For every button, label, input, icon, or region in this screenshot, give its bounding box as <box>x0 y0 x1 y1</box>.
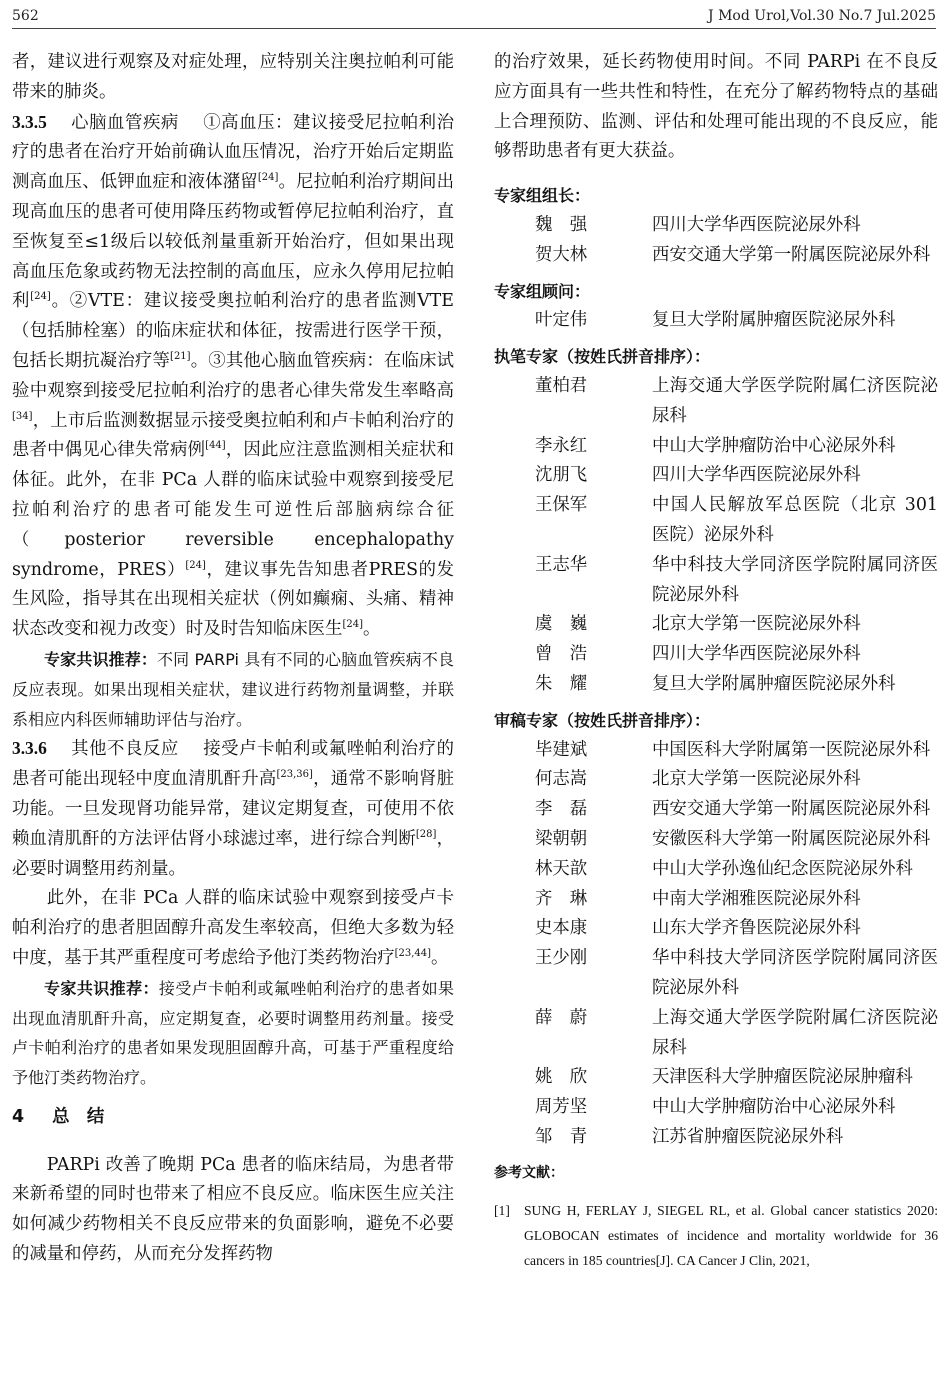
expert-entry <box>494 640 938 670</box>
section-number: 3.3.6 <box>12 738 47 759</box>
continued-paragraph: 者，建议进行观察及对症处理，应特别关注奥拉帕利可能带来的肺炎。 <box>12 52 454 102</box>
expert-name: 史本康 <box>535 918 588 939</box>
expert-name: 虞 巍 <box>535 614 588 635</box>
expert-affiliation: 中南大学湘雅医院泌尿外科 <box>652 888 861 909</box>
expert-name: 董柏君 <box>535 375 588 396</box>
left-column <box>12 48 454 1270</box>
body-text: ，上市后监测数据显示接受奥拉帕利和卢卡帕利治疗的患者中偶见心律失常病例 <box>12 410 454 461</box>
expert-affiliation: 复旦大学附属肿瘤医院泌尿外科 <box>652 673 896 694</box>
expert-affiliation: 北京大学第一医院泌尿外科 <box>652 614 861 635</box>
expert-list <box>494 736 938 1153</box>
expert-name: 沈朋飞 <box>535 465 588 486</box>
expert-entry <box>494 306 938 336</box>
citation: [34] <box>12 410 33 422</box>
expert-entry <box>494 795 938 825</box>
body-text: 。③其他心脑血管疾病：在临床试验中观察到接受尼拉帕利治疗的患者心律失常发生率略高 <box>12 350 454 401</box>
expert-entry <box>494 461 938 491</box>
body-text: 。②VTE：建议接受奥拉帕利治疗的患者监测VTE（包括肺栓塞）的临床症状和体征，按需进行医学干预，包括长期抗凝治疗等 <box>12 291 454 371</box>
expert-name: 王保军 <box>535 495 588 516</box>
recommendation-label: 专家共识推荐： <box>44 649 158 669</box>
expert-affiliation: 中国人民解放军总医院（北京 301 医院）泌尿外科 <box>652 495 938 545</box>
recommendation-label: 专家共识推荐： <box>44 978 159 998</box>
expert-name: 魏 强 <box>535 214 588 235</box>
expert-name: 周芳坚 <box>535 1097 588 1118</box>
expert-entry <box>494 944 938 1004</box>
body-text: ，必要时调整用药剂量。 <box>12 828 454 879</box>
body-text: ①高血压：建议接受尼拉帕利治疗的患者在治疗开始前确认血压情况，治疗开始后定期监测高血压、低钾血症和液体潴留 <box>12 112 454 193</box>
right-column <box>494 48 938 1273</box>
expert-group-title: 审稿专家（按姓氏拼音排序）： <box>494 710 711 730</box>
expert-entry <box>494 914 938 944</box>
expert-entry <box>494 885 938 915</box>
body-text: 。 <box>431 947 449 968</box>
expert-name: 曾 浩 <box>535 644 588 665</box>
expert-affiliation: 西安交通大学第一附属医院泌尿外科 <box>652 244 931 265</box>
expert-group-title: 专家组顾问： <box>494 281 591 301</box>
paragraph <box>12 884 454 973</box>
expert-entry <box>494 1123 938 1153</box>
journal-info: J Mod Urol,Vol.30 No.7 Jul.2025 <box>708 8 936 24</box>
expert-name: 林天歆 <box>535 858 588 879</box>
expert-affiliation: 安徽医科大学第一附属医院泌尿外科 <box>652 828 931 849</box>
expert-affiliation: 中山大学肿瘤防治中心泌尿外科 <box>652 435 896 456</box>
expert-entry <box>494 1063 938 1093</box>
expert-name: 毕建斌 <box>535 739 588 760</box>
expert-list <box>494 211 938 271</box>
expert-name: 邹 青 <box>535 1126 588 1147</box>
body-text: 接受卢卡帕利或氟唑帕利治疗的患者可能出现轻中度血清肌酐升高 <box>12 739 454 790</box>
expert-name: 朱 耀 <box>535 673 588 694</box>
body-text: ，通常不影响肾脏功能。一旦发现肾功能异常，建议定期复查，可使用不依赖血清肌酐的方法评估肾小球滤过率，进行综合判断 <box>12 769 454 849</box>
expert-affiliation: 西安交通大学第一附属医院泌尿外科 <box>652 799 931 820</box>
citation: [23,36] <box>276 769 313 781</box>
expert-affiliation: 江苏省肿瘤医院泌尿外科 <box>652 1126 844 1147</box>
expert-name: 李 磊 <box>535 799 588 820</box>
expert-name: 李永红 <box>535 435 588 456</box>
section-4-heading <box>12 1103 454 1133</box>
conclusion-paragraph: PARPi 改善了晚期 PCa 患者的临床结局，为患者带来新希望的同时也带来了相应不良反应。临床医生应关注如何减少药物相关不良反应带来的负面影响，避免不必要的减量和停药，从而充分发挥药物 <box>12 1154 454 1265</box>
expert-affiliation: 上海交通大学医学院附属仁济医院泌尿科 <box>652 1007 938 1058</box>
citation: [28] <box>415 828 437 840</box>
recommendation-text: 不同 PARPi 具有不同的心脑血管疾病不良反应表现。如果出现相关症状，建议进行药物剂量调整，并联系相应内科医师辅助评估与治疗。 <box>12 649 454 729</box>
body-text: 此外，在非 PCa 人群的临床试验中观察到接受卢卡帕利治疗的患者胆固醇升高发生率较高，但绝大多数为轻中度，基于其严重程度可考虑给予他汀类药物治疗 <box>12 888 454 968</box>
expert-entry <box>494 736 938 766</box>
expert-name: 姚 欣 <box>535 1067 588 1088</box>
expert-groups <box>494 181 938 1153</box>
expert-list <box>494 372 938 700</box>
expert-name: 齐 琳 <box>535 888 588 909</box>
body-text: 。 <box>362 619 381 640</box>
section-title: 其他不良反应 <box>71 739 179 760</box>
expert-entry <box>494 241 938 271</box>
section-3-3-6 <box>12 734 454 884</box>
expert-name: 何志嵩 <box>535 769 588 790</box>
expert-affiliation: 山东大学齐鲁医院泌尿外科 <box>652 918 861 939</box>
citation: [24] <box>257 172 279 184</box>
body-text: ，建议事先告知患者PRES的发生风险，指导其在出现相关症状（例如癫痫、头痛、精神状态改变和视力改变）时及时告知临床医生 <box>12 559 455 640</box>
expert-affiliation: 四川大学华西医院泌尿外科 <box>652 465 861 486</box>
references-title: 参考文献： <box>494 1164 564 1181</box>
citation: [24] <box>342 619 363 631</box>
expert-entry <box>494 372 938 432</box>
expert-name: 贺大林 <box>535 244 588 265</box>
reference-text: SUNG H, FERLAY J, SIEGEL RL, et al. Global cancer statistics 2020: GLOBOCAN estimates of incidence and mortality worldwide for 36 cancers in 185 countries[J]. CA Cancer J Clin, 2021, <box>524 1203 938 1269</box>
expert-entry <box>494 432 938 462</box>
recommendation-text: 接受卢卡帕利或氟唑帕利治疗的患者如果出现血清肌酐升高，应定期复查，必要时调整用药剂量。接受卢卡帕利治疗的患者如果发现胆固醇升高，可基于严重程度给予他汀类药物治疗。 <box>12 978 454 1088</box>
expert-name: 叶定伟 <box>535 310 588 331</box>
reference-item <box>494 1198 938 1273</box>
section-title: 总 结 <box>52 1106 105 1127</box>
expert-recommendation <box>12 645 454 734</box>
expert-group-title: 执笔专家（按姓氏拼音排序）： <box>494 347 711 367</box>
expert-entry <box>494 765 938 795</box>
expert-affiliation: 华中科技大学同济医学院附属同济医院泌尿外科 <box>652 554 938 605</box>
expert-recommendation <box>12 974 454 1093</box>
expert-affiliation: 四川大学华西医院泌尿外科 <box>652 644 861 665</box>
page-header <box>12 6 936 29</box>
expert-affiliation: 北京大学第一医院泌尿外科 <box>652 769 861 790</box>
expert-entry <box>494 1004 938 1064</box>
expert-affiliation: 中山大学肿瘤防治中心泌尿外科 <box>652 1097 896 1118</box>
conclusion-continued: 的治疗效果，延长药物使用时间。不同 PARPi 在不良反应方面具有一些共性和特性，在充分了解药物特点的基础上合理预防、监测、评估和处理可能出现的不良反应，能够帮助患者有更大获益。 <box>494 52 938 162</box>
expert-name: 王志华 <box>535 554 588 575</box>
expert-name: 王少刚 <box>535 948 588 969</box>
expert-entry <box>494 855 938 885</box>
section-3-3-5 <box>12 108 454 645</box>
citation: [23,44] <box>394 947 432 959</box>
expert-entry <box>494 551 938 611</box>
expert-affiliation: 中国医科大学附属第一医院泌尿外科 <box>652 739 931 760</box>
reference-label: [1] <box>494 1203 510 1219</box>
expert-list <box>494 306 938 336</box>
expert-entry <box>494 211 938 241</box>
expert-affiliation: 天津医科大学肿瘤医院泌尿肿瘤科 <box>652 1067 913 1088</box>
expert-entry <box>494 670 938 700</box>
expert-affiliation: 复旦大学附属肿瘤医院泌尿外科 <box>652 310 896 331</box>
expert-entry <box>494 491 938 551</box>
expert-group-title: 专家组组长： <box>494 186 591 206</box>
section-number: 3.3.5 <box>12 111 47 132</box>
citation: [44] <box>205 440 226 452</box>
expert-affiliation: 四川大学华西医院泌尿外科 <box>652 214 861 235</box>
expert-affiliation: 华中科技大学同济医学院附属同济医院泌尿外科 <box>652 948 938 998</box>
expert-name: 薛 蔚 <box>535 1007 588 1028</box>
section-number: 4 <box>12 1106 25 1127</box>
expert-entry <box>494 610 938 640</box>
citation: [21] <box>170 350 191 362</box>
section-title: 心脑血管疾病 <box>71 112 179 133</box>
page-number: 562 <box>12 8 39 24</box>
body-text: ，因此应注意监测相关症状和体征。此外，在非 PCa 人群的临床试验中观察到接受尼拉帕利治疗的患者可能发生可逆性后部脑病综合征（posterior reversible encephalopathy syndrome，PRES） <box>12 440 454 580</box>
citation: [24] <box>30 291 51 303</box>
expert-affiliation: 中山大学孙逸仙纪念医院泌尿外科 <box>652 858 913 879</box>
expert-affiliation: 上海交通大学医学院附属仁济医院泌尿科 <box>652 375 938 426</box>
expert-entry <box>494 1093 938 1123</box>
expert-entry <box>494 825 938 855</box>
citation: [24] <box>185 559 206 571</box>
references-list <box>494 1198 938 1273</box>
expert-name: 梁朝朝 <box>535 828 588 849</box>
body-text: 。尼拉帕利治疗期间出现高血压的患者可使用降压药物或暂停尼拉帕利治疗，直至恢复至≤1级后以较低剂量重新开始治疗，但如果出现高血压危象或药物无法控制的高血压，应永久停用尼拉帕利 <box>12 172 454 312</box>
